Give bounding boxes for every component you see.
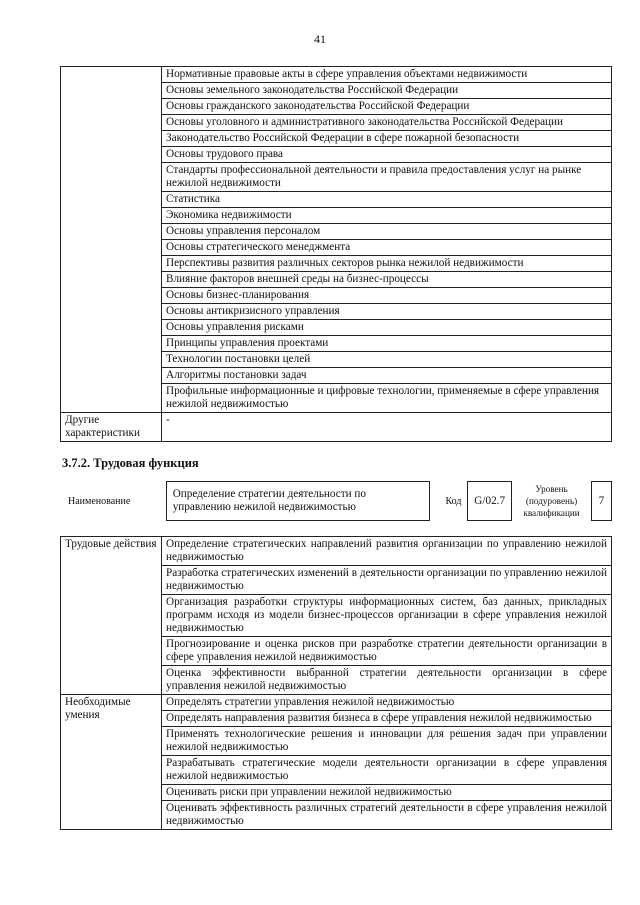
table-cell: Нормативные правовые акты в сфере управления объектами недвижимости	[162, 67, 612, 83]
table-cell: Определять стратегии управления нежилой недвижимостью	[162, 695, 612, 711]
table-cell: Основы управления рисками	[162, 320, 612, 336]
table-cell: Стандарты профессиональной деятельности и правила предоставления услуг на рынке нежилой недвижимости	[162, 163, 612, 192]
name-label: Наименование	[68, 495, 131, 507]
table-cell: Оценивать эффективность различных стратегий деятельности в сфере управления нежилой недвижимостью	[162, 801, 612, 830]
table-cell: Основы управления персоналом	[162, 224, 612, 240]
table-row	[61, 413, 612, 442]
table-cell: Основы бизнес-планирования	[162, 288, 612, 304]
table-cell: Разработка стратегических изменений в деятельности организации по управлению нежилой недвижимостью	[162, 566, 612, 595]
table-row	[61, 67, 612, 83]
table-cell: Статистика	[162, 192, 612, 208]
page-number: 41	[314, 32, 326, 46]
table-cell: Основы стратегического менеджмента	[162, 240, 612, 256]
table-cell: Оценивать риски при управлении нежилой недвижимостью	[162, 785, 612, 801]
labor-actions-label: Трудовые действия	[61, 537, 162, 695]
table-row	[61, 695, 612, 711]
table-cell: Принципы управления проектами	[162, 336, 612, 352]
table-cell: Применять технологические решения и инновации для решения задач при управлении нежилой недвижимостью	[162, 727, 612, 756]
table-cell: Определение стратегических направлений развития организации по управлению нежилой недвижимостью	[162, 537, 612, 566]
table-cell: Профильные информационные и цифровые технологии, применяемые в сфере управления нежилой недвижимостью	[162, 384, 612, 413]
other-characteristics-value: -	[162, 413, 612, 442]
function-header-table	[60, 481, 612, 521]
table-cell: Оценка эффективности выбранной стратегии деятельности организации в сфере управления нежилой недвижимостью	[162, 666, 612, 695]
section-heading: 3.7.2. Трудовая функция	[62, 456, 199, 470]
table-cell: Основы уголовного и административного законодательства Российской Федерации	[162, 115, 612, 131]
actions-skills-table	[60, 536, 612, 830]
table-cell: Законодательство Российской Федерации в сфере пожарной безопасности	[162, 131, 612, 147]
code-label: Код	[445, 495, 462, 507]
table-cell: Перспективы развития различных секторов рынка нежилой недвижимости	[162, 256, 612, 272]
table-row	[61, 537, 612, 566]
category-cell	[61, 67, 162, 413]
level-label: Уровень (подуровень) квалификации	[523, 484, 580, 518]
level-value: 7	[591, 482, 611, 521]
required-skills-label: Необходимые умения	[61, 695, 162, 830]
table-cell: Алгоритмы постановки задач	[162, 368, 612, 384]
knowledge-table	[60, 66, 612, 442]
table-cell: Основы трудового права	[162, 147, 612, 163]
table-cell: Прогнозирование и оценка рисков при разработке стратегии деятельности организации в сфере управления нежилой недвижимостью	[162, 637, 612, 666]
table-cell: Экономика недвижимости	[162, 208, 612, 224]
table-cell: Основы земельного законодательства Российской Федерации	[162, 83, 612, 99]
table-cell: Основы гражданского законодательства Российской Федерации	[162, 99, 612, 115]
table-cell: Основы антикризисного управления	[162, 304, 612, 320]
table-cell: Организация разработки структуры информационных систем, баз данных, прикладных программ исходя из модели бизнес-процессов организации в сфере управления нежилой недвижимостью	[162, 595, 612, 637]
spacer	[430, 482, 440, 521]
other-characteristics-label: Другие характеристики	[61, 413, 162, 442]
table-cell: Технологии постановки целей	[162, 352, 612, 368]
function-name: Определение стратегии деятельности по управлению нежилой недвижимостью	[166, 482, 430, 521]
table-cell: Влияние факторов внешней среды на бизнес-процессы	[162, 272, 612, 288]
code-value: G/02.7	[468, 482, 512, 521]
table-cell: Разрабатывать стратегические модели деятельности организации в сфере управления нежилой недвижимостью	[162, 756, 612, 785]
table-cell: Определять направления развития бизнеса в сфере управления нежилой недвижимостью	[162, 711, 612, 727]
